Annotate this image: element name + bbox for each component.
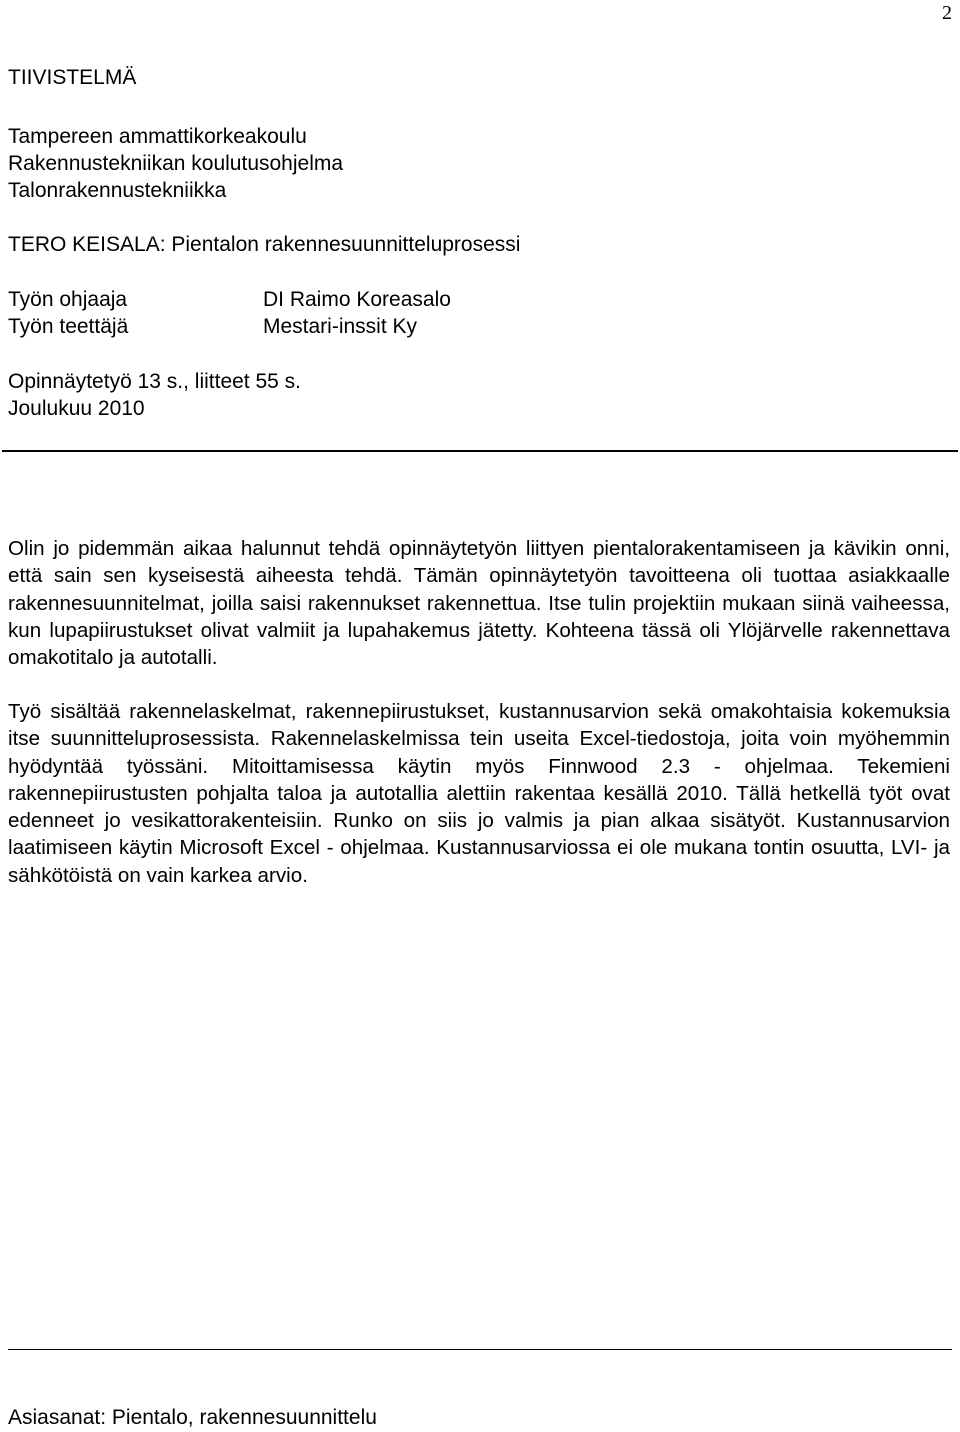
commissioner-label: Työn teettäjä (8, 315, 129, 338)
supervisor-value: DI Raimo Koreasalo (263, 288, 451, 311)
abstract-paragraph-2: Työ sisältää rakennelaskelmat, rakennepiirustukset, kustannusarvion sekä omakohtaisia kokemuksia itse suunnitteluprosessista. Rakennelaskelmissa tein useita Excel-tiedostoja, joita voin myöhemmin hyödyntää työssäni. Mitoittamisessa käytin myös Finnwood 2.3 - ohjelmaa. Tekemieni rakennepiirustusten pohjalta taloa ja autotallia alettiin rakentaa kesällä 2010. Tällä hetkellä työt ovat edenneet jo vesikattorakenteisiin. Runko on siis jo valmis ja pian alkaa sisätyöt. Kustannusarvion laatimiseen käytin Microsoft Excel - ohjelmaa. Kustannusarviossa ei ole mukana tontin osuutta, LVI- ja sähkötöistä on vain karkea arvio. (8, 700, 950, 887)
abstract-paragraph-1: Olin jo pidemmän aikaa halunnut tehdä opinnäytetyön liittyen pientalorakentamiseen ja kävikin onni, että sain sen kyseisestä aiheesta tehdä. Tämän opinnäytetyön tavoitteena oli tuottaa asiakkaalle rakennesuunnitelmat, joilla saisi rakennukset rakennettua. Itse tulin projektiin mukaan siinä vaiheessa, kun lupapiirustukset olivat valmiit ja lupahakemus jätetty. Kohteena tässä oli Ylöjärvelle rakennettava omakotitalo ja autotalli. (8, 537, 950, 670)
specialization-name: Talonrakennustekniikka (8, 179, 227, 202)
author-and-title: TERO KEISALA: Pientalon rakennesuunnitteluprosessi (8, 233, 521, 256)
header-divider (2, 450, 958, 452)
programme-name: Rakennustekniikan koulutusohjelma (8, 152, 344, 175)
keywords: Asiasanat: Pientalo, rakennesuunnittelu (8, 1406, 377, 1429)
footer-divider (8, 1349, 952, 1350)
supervisor-label: Työn ohjaaja (8, 288, 128, 311)
school-name: Tampereen ammattikorkeakoulu (8, 125, 307, 148)
commissioner-value: Mestari-inssit Ky (263, 315, 418, 338)
thesis-date: Joulukuu 2010 (8, 397, 145, 420)
page-number: 2 (942, 2, 952, 24)
thesis-pages: Opinnäytetyö 13 s., liitteet 55 s. (8, 370, 301, 393)
abstract-heading: TIIVISTELMÄ (8, 66, 137, 89)
